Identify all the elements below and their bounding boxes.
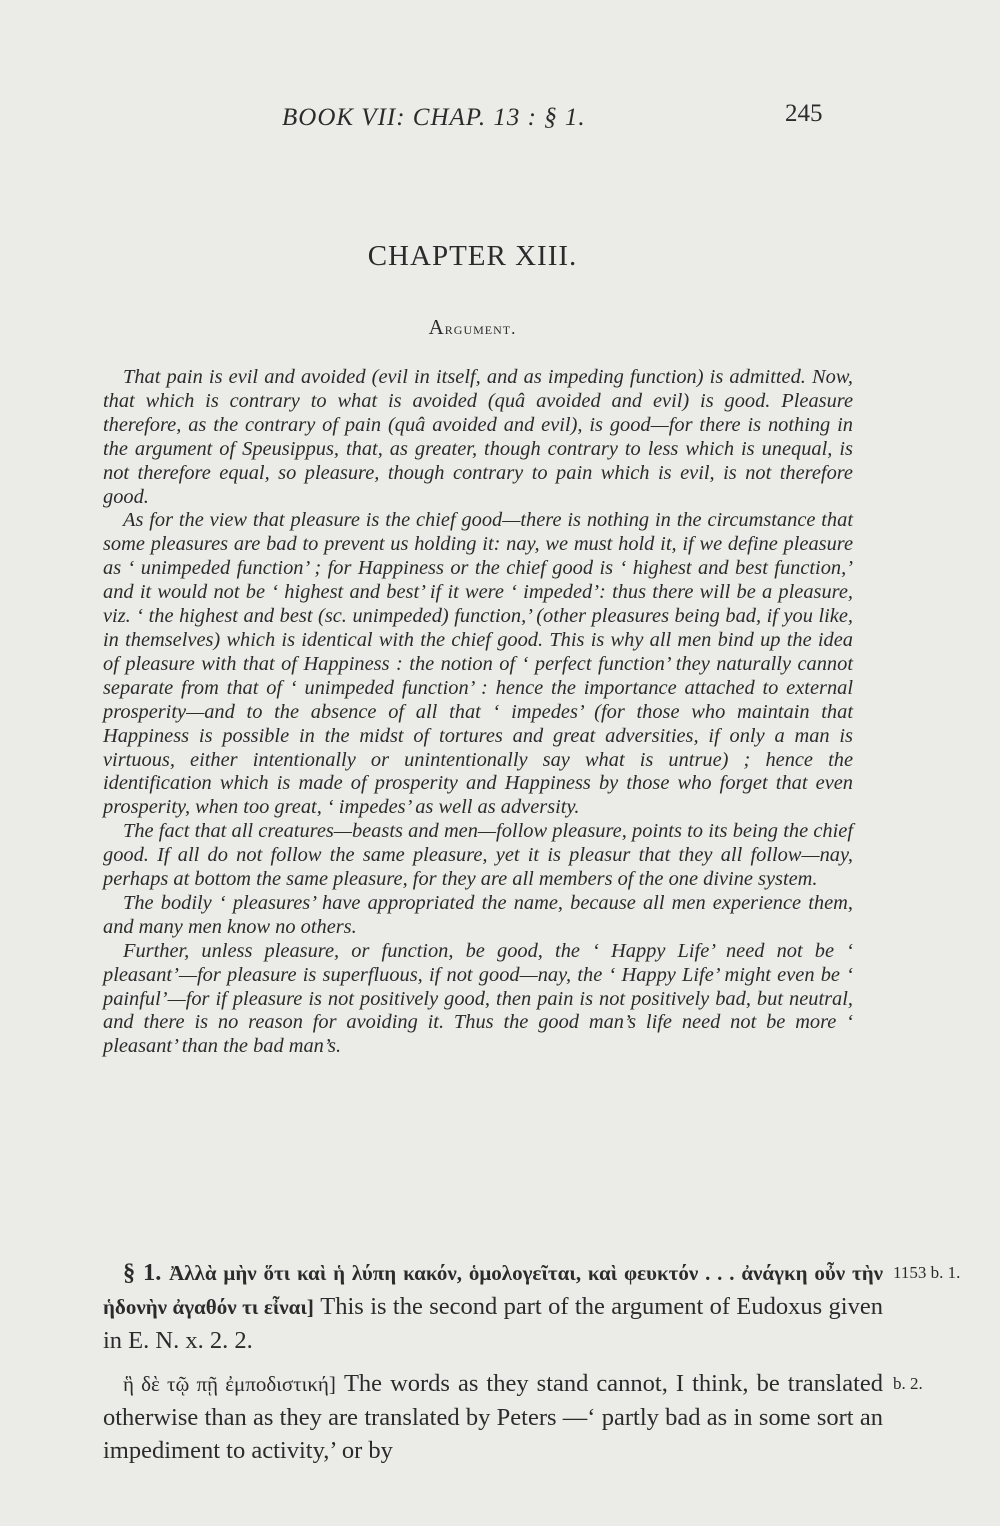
section-mark: § 1. [123, 1259, 162, 1286]
note-text: The words as they stand cannot, I think, be translated otherwise than as they are translated by Peters —‘ partly bad as in some sort an impediment to activity,’ or by [103, 1370, 883, 1464]
note-text: This is the second part of the argument of Eudoxus given in E. N. x. 2. 2. [103, 1293, 883, 1354]
argument-paragraph: The fact that all creatures—beasts and men—follow pleasure, points to its being the chief good. If all do not follow the same pleasure, yet it is pleasur that they all follow—nay, perhaps at bottom the same pleasure, for they are all members of the one divine system. [103, 820, 853, 891]
argument-paragraph: That pain is evil and avoided (evil in itself, and as impeding function) is admitted. Now, that which is contrary to what is avoided (quâ avoided and evil) is good. Pleasure therefore, as the contrary of pain (quâ avoided and evil), is good—for there is nothing in the argument of Speusippus, that, as greater, though contrary to less which is unequal, is not therefore equal, so pleasure, though contrary to pain which is evil, is not therefore good. [103, 366, 853, 508]
margin-reference: 1153 b. 1. [893, 1263, 961, 1282]
argument-paragraph: Further, unless pleasure, or function, be good, the ‘ Happy Life’ need not be ‘ pleasant’—for pleasure is superfluous, if not good—nay, the ‘ Happy Life’ might even be ‘ painful’—for if pleasure is not positively good, then pain is not positively bad, but neutral, and there is no reason for avoiding it. Thus the good man’s life need not be more ‘ pleasant’ than the bad man’s. [103, 939, 853, 1058]
running-head: BOOK VII: CHAP. 13 : § 1. [282, 104, 586, 131]
argument-paragraph: As for the view that pleasure is the chief good—there is nothing in the circumstance that some pleasures are bad to prevent us holding it: nay, we must hold it, if we define pleasure as ‘ unimpeded function’ ; for Happiness or the chief good is ‘ highest and best function,’ and it would not be ‘ highest and best’ if it were ‘ impeded’: thus there will be a pleasure, viz. ‘ the highest and best (sc. unimpeded) function,’ (other pleasures being bad, if you like, in themselves) which is identical with the chief good. This is why all men bind up the idea of pleasure with that of Happiness : the notion of ‘ perfect function’ they naturally cannot separate from that of ‘ unimpeded function’ : hence the importance attached to external prosperity—and to the absence of all that ‘ impedes’ (for those who maintain that Happiness is possible in the midst of tortures and great adversities, if only a man is virtuous, either intentionally or unintentionally say what is untrue) ; hence the identification which is made of prosperity and Happiness by those who forget that even prosperity, when too great, ‘ impedes’ as well as adversity. [103, 509, 853, 819]
argument-heading: Argument. [428, 315, 517, 339]
argument-summary [103, 366, 853, 1059]
greek-lemma: Ἀλλὰ μὴν ὅτι καὶ ἡ λύπη κακόν, ὁμολογεῖται, καὶ φευκτόν . . . ἀνάγκη οὖν τὴν ἡδονὴν ἀγαθόν τι εἶναι] [103, 1261, 884, 1319]
greek-lemma: ἣ δὲ τῷ πῇ ἐμποδιστική] [123, 1372, 336, 1396]
page-number: 245 [785, 100, 823, 127]
commentary-note [103, 1256, 961, 1357]
margin-reference: b. 2. [893, 1374, 923, 1393]
argument-paragraph: The bodily ‘ pleasures’ have appropriated the name, because all men experience them, and many men know no others. [103, 891, 853, 938]
chapter-title: CHAPTER XIII. [367, 240, 578, 272]
commentary-note [103, 1367, 923, 1467]
commentary [103, 1256, 961, 1477]
